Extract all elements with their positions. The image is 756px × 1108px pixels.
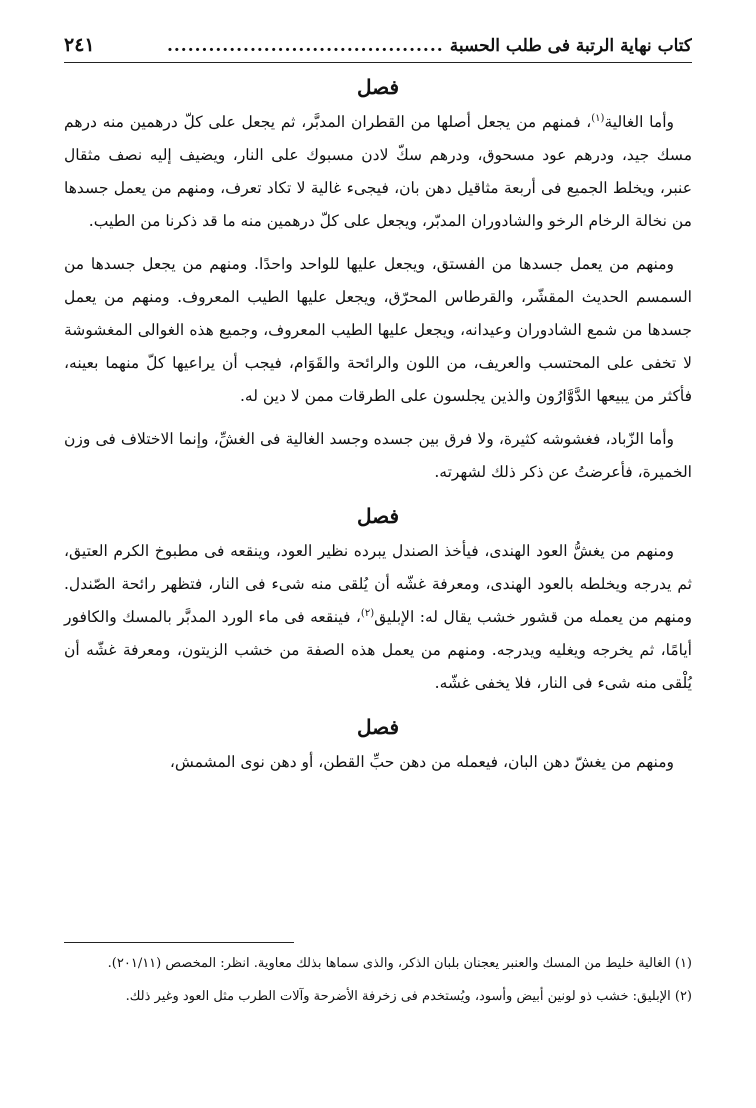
page-number: ٢٤١ <box>64 34 95 56</box>
paragraph <box>64 535 692 700</box>
running-header <box>64 34 692 64</box>
footnotes <box>64 950 692 1016</box>
paragraph <box>64 106 692 238</box>
book-title: كتاب نهاية الرتبة فى طلب الحسبة <box>449 36 692 56</box>
paragraph <box>64 423 692 489</box>
header-rule <box>64 62 692 63</box>
footnote: (٢) الإبليق: خشب ذو لونين أبيض وأسود، ويُستخدم فى زخرفة الأضرحة وآلات الطرب مثل العود وغير ذلك. <box>125 989 692 1004</box>
main-text <box>64 70 692 789</box>
footnote-separator <box>64 942 294 943</box>
paragraph-text: ، فينقعه فى ماء الورد المدبَّر بالمسك والكافور أيامًا، ثم يخرجه ويغليه ويدرجه. ومنهم من يعمل هذه الصفة من خشب الزيتون، ومعرفة غشّه أن يُلْقى منه شىء فى النار، فلا يخفى غشّه. <box>64 608 692 692</box>
paragraph-text: ، فمنهم من يجعل أصلها من القطران المدبَّر، ثم يجعل على كلّ درهمين منه درهم مسك جيد، ودرهم عود مسحوق، ودرهم سكّ لادن مسبوك على النار، ويضيف إليه نصف مثقال عنبر، ويخلط الجميع فى أربعة مثاقيل دهن بان، فيجىء غالية لا تكاد تعرف، ومنهم من يعمل جسدها من نخالة الرخام الرخو والشادوران المدبّر، ويجعل على كلّ درهمين منه ما قد ذكرنا من الطيب. <box>64 113 692 230</box>
section-heading: فصل <box>356 504 400 528</box>
footnote-ref[interactable]: (١) <box>591 112 605 124</box>
paragraph-text: وأما الزّباد، فغشوشه كثيرة، ولا فرق بين جسده وجسد الغالية فى الغشِّ، وإنما الاختلاف فى وزن الخميرة، فأعرضتُ عن ذكر ذلك لشهرته. <box>64 430 692 481</box>
section-heading: فصل <box>356 75 400 99</box>
paragraph-text: ومنهم من يعمل جسدها من الفستق، ويجعل عليها للواحد واحدًا. ومنهم من يجعل جسدها من السمسم الحديث المقشّر، والقرطاس المحرّق، ويجعل عليها الطيب المعروف. ومنهم من يعمل جسدها من شمع الشادوران وعيدانه، ويجعل عليها الطيب المعروف، وجميع هذه الغوالى المغشوشة لا تخفى على المحتسب والعريف، من اللون والرائحة والقَوَام، فيجب أن يراعيها كلّ منهما بعينه، فأكثر من يبيعها الدَّوَّارُون والذين يجلسون على الطرقات ممن لا دين له. <box>64 255 692 405</box>
leader-dots: ........................................ <box>166 36 444 56</box>
footnote-ref[interactable]: (٢) <box>360 607 375 619</box>
paragraph-text: وأما الغالية <box>604 113 674 131</box>
footnote: (١) الغالية خليط من المسك والعنبر يعجنان بلبان الذكر، والذى سماها بذلك معاوية. انظر: المخصص (٢٠١/١١). <box>107 956 692 971</box>
paragraph <box>64 248 692 413</box>
section-heading: فصل <box>356 715 400 739</box>
paragraph-text: ومنهم من يغشّ دهن البان، فيعمله من دهن حبِّ القطن، أو دهن نوى المشمش، <box>169 753 674 771</box>
paragraph-text: ومنهم من يغشُّ العود الهندى، فيأخذ الصندل يبرده نظير العود، وينقعه فى مطبوخ الكرم العتيق، ثم يدرجه ويخلطه بالعود الهندى، ومعرفة غشّه أن يُلقى منه شىء فى النار، فتظهر رائحة الصّندل. ومنهم من يعمله من قشور خشب يقال له: الإبليق <box>64 542 692 626</box>
paragraph <box>64 746 692 779</box>
